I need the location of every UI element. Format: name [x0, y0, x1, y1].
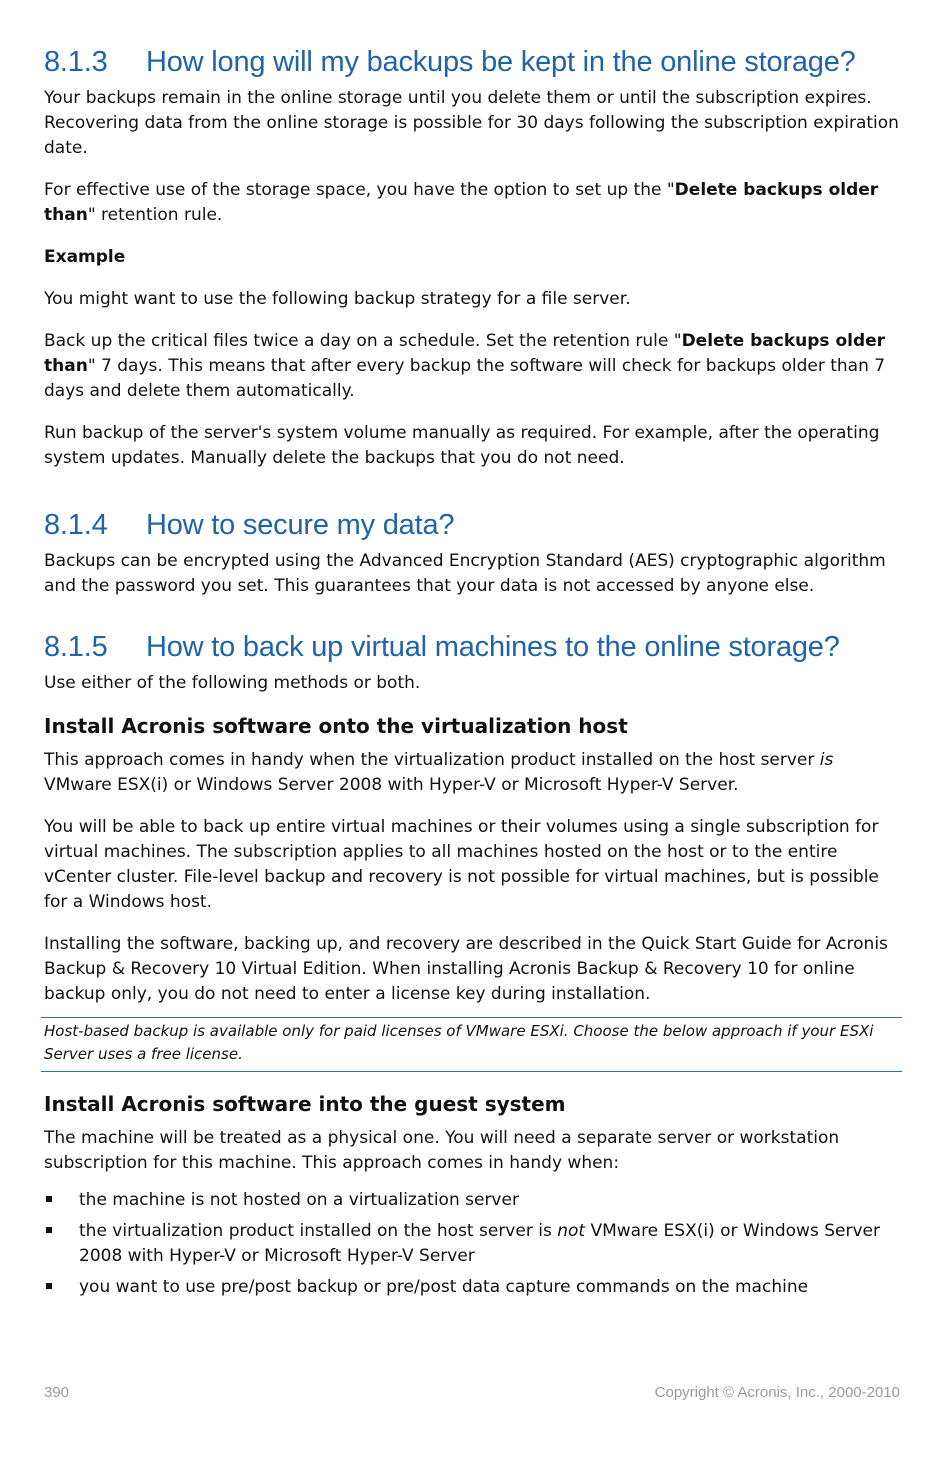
- italic-term: is: [819, 750, 834, 770]
- text-run: VMware ESX(i) or Windows Server 2008 with Hyper-V or Microsoft Hyper-V Server.: [44, 775, 739, 795]
- paragraph: You will be able to back up entire virtual machines or their volumes using a single subscription for virtual machines. The subscription applies to all machines hosted on the host or to the entire vCenter cluster. File-level backup and recovery is not possible for virtual machines, but is possible for a Windows host.: [44, 817, 879, 912]
- note-box: Host-based backup is available only for paid licenses of VMware ESXi. Choose the below approach if your ESXi Server uses a free license.: [41, 1017, 902, 1072]
- bullet-list: [44, 1188, 902, 1300]
- example-label: Example: [44, 247, 126, 267]
- text-run: Back up the critical files twice a day on a schedule. Set the retention rule ": [44, 331, 682, 351]
- bold-term: Delete backups older than: [44, 331, 886, 376]
- paragraph: Your backups remain in the online storage until you delete them or until the subscription expires. Recovering data from the online storage is possible for 30 days following the subscription expiration date.: [44, 88, 899, 158]
- text-run: " 7 days. This means that after every backup the software will check for backups older than 7 days and delete them automatically.: [44, 356, 886, 401]
- bullet-square-icon: [46, 1227, 52, 1233]
- paragraph: Run backup of the server's system volume manually as required. For example, after the operating system updates. Manually delete the backups that you do not need.: [44, 423, 880, 468]
- paragraph: Backups can be encrypted using the Advanced Encryption Standard (AES) cryptographic algorithm and the password you set. This guarantees that your data is not accessed by anyone else.: [44, 551, 886, 596]
- paragraph: You might want to use the following backup strategy for a file server.: [44, 289, 631, 309]
- heading-8-1-3: [44, 44, 902, 80]
- list-item: [44, 1219, 902, 1269]
- list-item-text: the machine is not hosted on a virtualization server: [79, 1190, 519, 1210]
- list-item-text: you want to use pre/post backup or pre/post data capture commands on the machine: [79, 1277, 809, 1297]
- paragraph: [44, 748, 902, 798]
- heading-title: How to secure my data?: [146, 509, 455, 541]
- text-run: This approach comes in handy when the virtualization product installed on the host server: [44, 750, 820, 770]
- bullet-square-icon: [46, 1283, 52, 1289]
- page-footer: [44, 1384, 900, 1401]
- subheading-guest: Install Acronis software into the guest system: [44, 1092, 566, 1116]
- subheading-host: Install Acronis software onto the virtualization host: [44, 714, 628, 738]
- copyright: Copyright © Acronis, Inc., 2000-2010: [654, 1384, 900, 1401]
- paragraph: [44, 178, 902, 228]
- heading-title: How to back up virtual machines to the online storage?: [146, 631, 840, 663]
- heading-title: How long will my backups be kept in the online storage?: [146, 46, 856, 78]
- bold-term: Delete backups older than: [44, 180, 879, 225]
- list-item-text: VMware ESX(i) or Windows Server 2008 with Hyper-V or Microsoft Hyper-V Server: [79, 1221, 880, 1266]
- list-item-text: the virtualization product installed on the host server is: [79, 1221, 558, 1241]
- text-run: For effective use of the storage space, you have the option to set up the ": [44, 180, 675, 200]
- text-run: " retention rule.: [87, 205, 223, 225]
- paragraph: Use either of the following methods or both.: [44, 673, 421, 693]
- paragraph: The machine will be treated as a physical one. You will need a separate server or workstation subscription for this machine. This approach comes in handy when:: [44, 1128, 840, 1173]
- paragraph: Installing the software, backing up, and recovery are described in the Quick Start Guide for Acronis Backup & Recovery 10 Virtual Edition. When installing Acronis Backup & Recovery 10 for online backup only, you do not need to enter a license key during installation.: [44, 934, 888, 1004]
- heading-8-1-4: [44, 507, 902, 543]
- list-item: [44, 1275, 902, 1300]
- heading-8-1-5: [44, 629, 902, 665]
- heading-number: 8.1.5: [44, 631, 108, 663]
- paragraph: [44, 329, 902, 404]
- heading-number: 8.1.4: [44, 509, 108, 541]
- page-number: 390: [44, 1384, 70, 1401]
- document-page: [0, 44, 950, 1463]
- list-item: [44, 1188, 902, 1213]
- bullet-square-icon: [46, 1196, 52, 1202]
- italic-term: not: [557, 1221, 586, 1241]
- heading-number: 8.1.3: [44, 46, 108, 78]
